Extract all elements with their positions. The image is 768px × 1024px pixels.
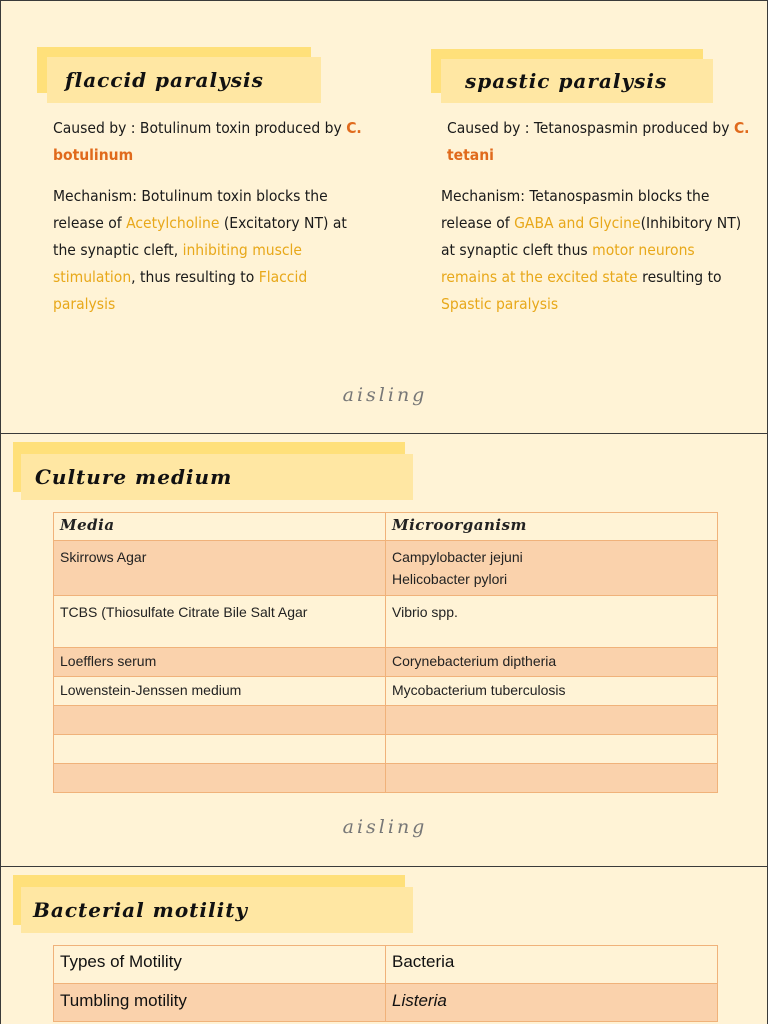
organism-cell	[386, 764, 718, 793]
table-row	[54, 677, 718, 706]
media-cell: Skirrows Agar	[54, 541, 386, 596]
culture-table	[53, 512, 718, 793]
table-header-row	[54, 513, 718, 541]
media-cell	[54, 706, 386, 735]
spastic-heading-highlight	[431, 49, 713, 103]
spastic-mechanism: Mechanism: Tetanospasmin blocks the release of GABA and Glycine(Inhibitory NT) at synaptic cleft thus motor neurons remains at the excited state resulting to Spastic paralysis	[441, 187, 742, 313]
organism-cell: Campylobacter jejuni Helicobacter pylori	[386, 541, 718, 596]
table-row	[54, 706, 718, 735]
culture-heading: Culture medium	[35, 465, 233, 489]
header-bacteria: Bacteria	[386, 946, 718, 984]
table-row	[54, 648, 718, 677]
organism-cell	[386, 706, 718, 735]
table-row	[54, 541, 718, 596]
media-cell	[54, 764, 386, 793]
organism-cell: Mycobacterium tuberculosis	[386, 677, 718, 706]
motility-panel	[0, 866, 768, 1024]
media-cell	[54, 735, 386, 764]
table-row	[54, 984, 718, 1022]
bacteria-cell: Listeria	[386, 984, 718, 1022]
table-row	[54, 764, 718, 793]
culture-panel	[0, 433, 768, 867]
motility-type-cell: Tumbling motility	[54, 984, 386, 1022]
culture-heading-highlight	[13, 442, 413, 500]
table-row	[54, 735, 718, 764]
spastic-organism: C. tetani	[447, 119, 750, 164]
media-cell: Loefflers serum	[54, 648, 386, 677]
organism-cell	[386, 735, 718, 764]
flaccid-mechanism: Mechanism: Botulinum toxin blocks the release of Acetylcholine (Excitatory NT) at the synaptic cleft, inhibiting muscle stimulation, thus resulting to Flaccid paralysis	[53, 187, 347, 313]
flaccid-heading: flaccid paralysis	[65, 68, 264, 92]
signature: aisling	[342, 384, 428, 406]
media-cell: TCBS (Thiosulfate Citrate Bile Salt Agar	[54, 596, 386, 648]
spastic-heading: spastic paralysis	[465, 69, 668, 93]
header-motility-type: Types of Motility	[54, 946, 386, 984]
flaccid-cause: Caused by : Botulinum toxin produced by C. botulinum	[53, 119, 362, 164]
motility-heading-highlight	[13, 875, 413, 933]
header-microorganism: Microorganism	[386, 513, 718, 541]
motility-heading: Bacterial motility	[33, 898, 249, 922]
organism-cell: Vibrio spp.	[386, 596, 718, 648]
flaccid-organism: C. botulinum	[53, 119, 362, 164]
spastic-column	[441, 115, 753, 332]
motility-table	[53, 945, 718, 1022]
organism-cell: Corynebacterium diptheria	[386, 648, 718, 677]
table-header-row	[54, 946, 718, 984]
flaccid-column	[53, 115, 373, 332]
signature: aisling	[342, 816, 428, 838]
paralysis-panel	[0, 0, 768, 434]
spastic-cause: Caused by : Tetanospasmin produced by C. tetani	[447, 119, 750, 164]
table-row	[54, 596, 718, 648]
media-cell: Lowenstein-Jenssen medium	[54, 677, 386, 706]
flaccid-heading-highlight	[37, 47, 321, 103]
header-media: Media	[54, 513, 386, 541]
